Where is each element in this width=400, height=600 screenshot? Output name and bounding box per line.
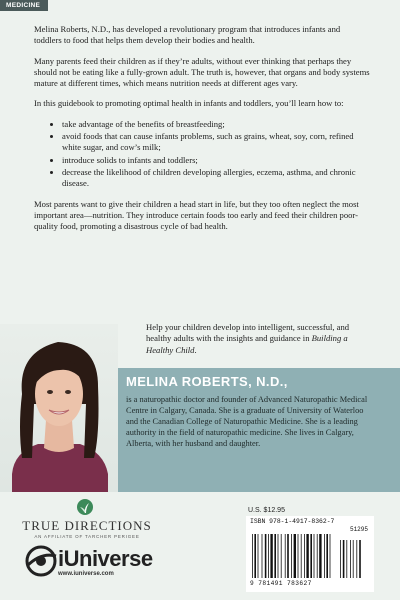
- problem-paragraph: Most parents want to give their children a head start in life, but they too often neglect the most important area—nutrition. They introduce certain foods too early and feed their children poor-quality food, promoting a disastrous cycle of bad health.: [34, 198, 359, 232]
- book-title: Building a Healthy Child: [146, 333, 348, 355]
- list-item: • avoid foods that can cause infants problems, such as grains, wheat, soy, corn, refined white sugar, and cow’s milk;: [62, 131, 370, 154]
- category-label: MEDICINE: [0, 0, 48, 11]
- closing-text: Help your children develop into intelligent, successful, and healthy adults with the insights and guidance in: [146, 322, 350, 344]
- intro-paragraph: Melina Roberts, N.D., has developed a revolutionary program that introduces infants and toddlers to food that helps them develop their bodies and health.: [34, 24, 341, 46]
- learn-intro-paragraph: In this guidebook to promoting optimal health in infants and toddlers, you’ll learn how to:: [34, 98, 344, 109]
- author-name: MELINA ROBERTS, N.D.,: [126, 374, 288, 389]
- learning-points-list: [34, 119, 370, 190]
- globe-swoosh-icon: [24, 544, 58, 578]
- imprint-name: TRUE DIRECTIONS: [22, 518, 152, 533]
- author-bio: is a naturopathic doctor and founder of Advanced Naturopathic Medical Centre in Calgary, Canada. She is a graduate of University of Waterloo and the Canadian College of Naturopathic Medicine. She is a leading authority in the field of naturopathic medicine. She lives in Calgary, Alberta, with her husband and daughter.: [126, 395, 368, 448]
- barcode-bars: [250, 534, 370, 580]
- isbn-barcode: [246, 516, 374, 592]
- list-item: • decrease the likelihood of children developing allergies, eczema, asthma, and chronic disease.: [62, 167, 370, 190]
- publisher-logos: [14, 496, 164, 596]
- publisher-name: iUniverse: [58, 546, 153, 571]
- barcode-digits: 9 781491 783627: [250, 580, 312, 587]
- sprout-leaf-icon: [76, 498, 94, 516]
- isbn-number: ISBN 978-1-4917-8362-7: [250, 518, 335, 525]
- closing-end: .: [194, 344, 197, 355]
- author-photo: [0, 324, 118, 492]
- imprint-tagline: AN AFFILIATE OF TARCHER PERIGEE: [34, 534, 140, 539]
- price-code: 51295: [349, 526, 368, 533]
- list-item: • introduce solids to infants and toddlers;: [62, 155, 370, 166]
- context-paragraph: Many parents feed their children as if they’re adults, without ever thinking that perhaps they should not be eating like a fully-grown adult. The truth is, however, that organs and body systems mature at different times, which means nutrition needs at different ages vary.: [34, 55, 370, 89]
- publisher-url: www.iuniverse.com: [58, 571, 114, 577]
- retail-price: U.S. $12.95: [248, 507, 285, 514]
- list-item: • take advantage of the benefits of breastfeeding;: [62, 119, 370, 130]
- closing-paragraph: [146, 322, 370, 356]
- back-cover-description: [34, 24, 370, 241]
